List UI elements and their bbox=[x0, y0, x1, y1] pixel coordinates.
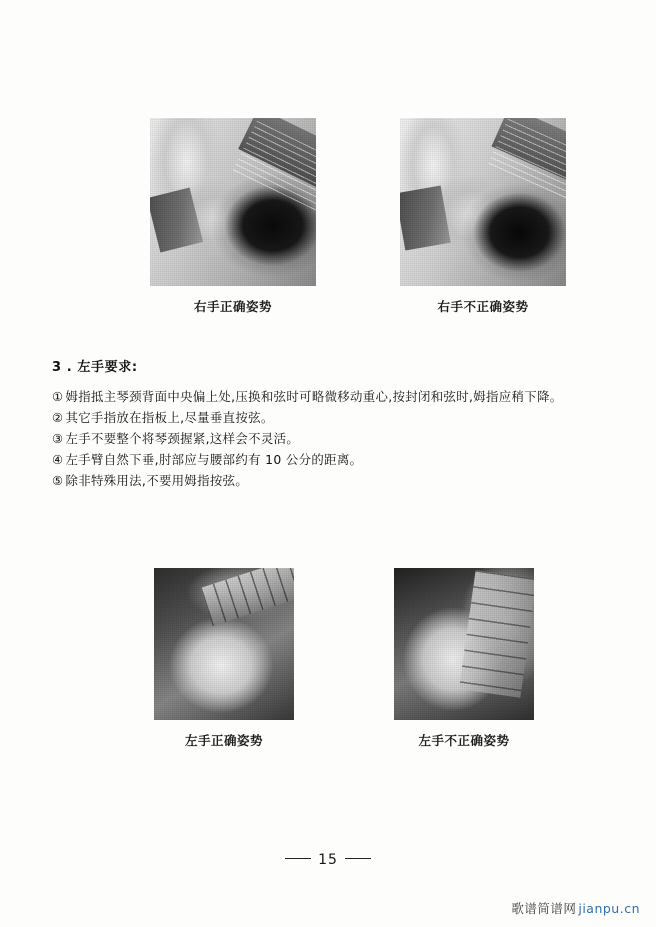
photo-row-left-hand bbox=[154, 568, 534, 749]
list-marker: ③ bbox=[52, 431, 64, 446]
list-item bbox=[52, 388, 612, 407]
list-item-text: 左手臂自然下垂,肘部应与腰部约有 10 公分的距离。 bbox=[65, 452, 363, 467]
list-marker: ① bbox=[52, 389, 64, 404]
figure-left-hand-correct bbox=[154, 568, 294, 749]
guitar-frets-shape bbox=[201, 568, 294, 626]
page-number-rule-left bbox=[285, 858, 311, 859]
figure-left-hand-incorrect bbox=[394, 568, 534, 749]
list-item bbox=[52, 409, 612, 428]
guitar-frets-shape bbox=[459, 570, 534, 697]
page-number-rule-right bbox=[345, 858, 371, 859]
photo-right-hand-incorrect bbox=[400, 118, 566, 286]
photo-left-hand-incorrect bbox=[394, 568, 534, 720]
requirement-list bbox=[52, 388, 612, 491]
section-heading: 3 . 左手要求: bbox=[52, 360, 138, 375]
sleeve-cuff-shape bbox=[400, 185, 451, 250]
figure-caption: 左手不正确姿势 bbox=[418, 733, 510, 748]
photo-row-right-hand bbox=[150, 118, 566, 315]
page-number-value: 15 bbox=[318, 852, 338, 868]
section-left-hand-requirements bbox=[52, 356, 612, 493]
figure-caption: 左手正确姿势 bbox=[184, 733, 263, 748]
list-item-text: 左手不要整个将琴颈握紧,这样会不灵活。 bbox=[65, 431, 300, 446]
sleeve-cuff-shape bbox=[150, 187, 203, 252]
list-item bbox=[52, 451, 612, 470]
photo-left-hand-correct bbox=[154, 568, 294, 720]
watermark-text: 歌谱简谱网 bbox=[511, 901, 577, 916]
photo-right-hand-correct bbox=[150, 118, 316, 286]
list-marker: ⑤ bbox=[52, 473, 64, 488]
watermark-site: jianpu.cn bbox=[578, 901, 640, 916]
figure-caption: 右手正确姿势 bbox=[193, 299, 272, 314]
page-number bbox=[0, 852, 656, 868]
figure-caption: 右手不正确姿势 bbox=[437, 299, 529, 314]
figure-right-hand-correct bbox=[150, 118, 316, 315]
list-item bbox=[52, 430, 612, 449]
list-item-text: 姆指抵主琴颈背面中央偏上处,压换和弦时可略微移动重心,按封闭和弦时,姆指应稍下降。 bbox=[65, 389, 563, 404]
list-marker: ④ bbox=[52, 452, 64, 467]
watermark bbox=[511, 899, 640, 917]
figure-right-hand-incorrect bbox=[400, 118, 566, 315]
list-item-text: 其它手指放在指板上,尽量垂直按弦。 bbox=[65, 410, 274, 425]
list-item-text: 除非特殊用法,不要用姆指按弦。 bbox=[65, 473, 249, 488]
list-item bbox=[52, 472, 612, 491]
list-marker: ② bbox=[52, 410, 64, 425]
